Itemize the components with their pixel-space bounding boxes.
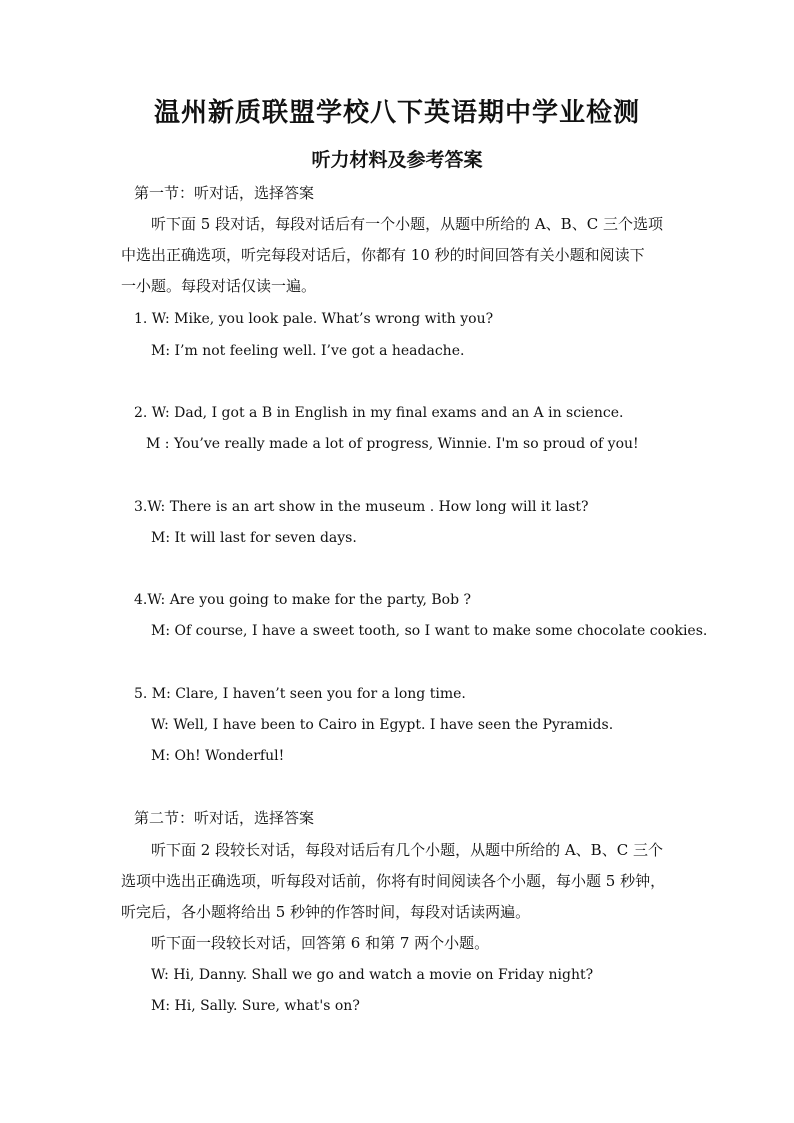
dialogue-5-line-2: W: Well, I have been to Cairo in Egypt. I have seen the Pyramids. <box>151 717 614 733</box>
dialogue-5-line-1: 5. M: Clare, I haven’t seen you for a long time. <box>134 686 466 702</box>
dialogue-3-line-2: M: It will last for seven days. <box>151 530 357 546</box>
section1-heading: 第一节：听对话，选择答案 <box>134 184 315 202</box>
dialogue-1-line-1: 1. W: Mike, you look pale. What’s wrong with you? <box>134 311 494 327</box>
section2-instruction-line: 听下面一段较长对话，回答第 6 和第 7 两个小题。 <box>151 934 490 952</box>
dialogue-5-line-3: M: Oh! Wonderful! <box>151 748 285 764</box>
dialogue-3-line-1: 3.W: There is an art show in the museum . How long will it last? <box>134 499 589 515</box>
section1-instruction-line: 一小题。每段对话仅读一遍。 <box>121 277 317 295</box>
dialogue-6-line-2: M: Hi, Sally. Sure, what's on? <box>151 998 360 1014</box>
dialogue-6-line-1: W: Hi, Danny. Shall we go and watch a movie on Friday night? <box>151 967 594 983</box>
dialogue-4-line-1: 4.W: Are you going to make for the party, Bob ? <box>134 592 472 608</box>
section1-instruction-line: 听下面 5 段对话，每段对话后有一个小题，从题中所给的 A、B、C 三个选项 <box>151 215 663 233</box>
section2-heading: 第二节：听对话，选择答案 <box>134 809 315 827</box>
section1-instruction-line: 中选出正确选项，听完每段对话后，你都有 10 秒的时间回答有关小题和阅读下 <box>121 246 645 264</box>
dialogue-4-line-2: M: Of course, I have a sweet tooth, so I want to make some chocolate cookies. <box>151 623 708 639</box>
dialogue-2-line-2: M : You’ve really made a lot of progress, Winnie. I'm so proud of you! <box>146 436 639 452</box>
section2-instruction-line: 听完后，各小题将给出 5 秒钟的作答时间，每段对话读两遍。 <box>121 903 531 921</box>
document-subtitle: 听力材料及参考答案 <box>311 149 483 171</box>
section2-instruction-line: 选项中选出正确选项，听每段对话前，你将有时间阅读各个小题，每小题 5 秒钟， <box>121 872 666 890</box>
dialogue-2-line-1: 2. W: Dad, I got a B in English in my final exams and an A in science. <box>134 405 624 421</box>
section2-instruction-line: 听下面 2 段较长对话，每段对话后有几个小题，从题中所给的 A、B、C 三个 <box>151 841 663 859</box>
dialogue-1-line-2: M: I’m not feeling well. I’ve got a headache. <box>151 343 465 359</box>
document-title: 温州新质联盟学校八下英语期中学业检测 <box>153 98 640 128</box>
